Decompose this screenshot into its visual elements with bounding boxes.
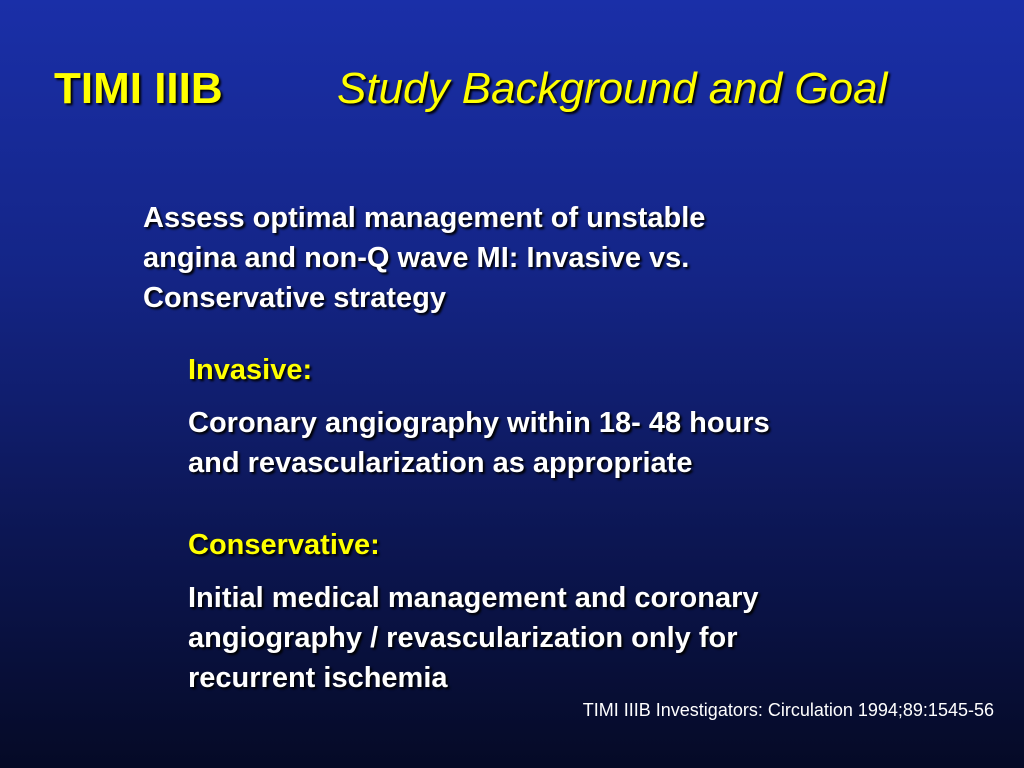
conservative-line: angiography / revascularization only for	[188, 622, 738, 654]
invasive-description	[188, 403, 968, 483]
invasive-line: Coronary angiography within 18- 48 hours	[188, 407, 770, 439]
lead-line: Conservative strategy	[143, 282, 447, 314]
invasive-line: and revascularization as appropriate	[188, 447, 693, 479]
slide-subtitle: Study Background and Goal	[337, 64, 888, 113]
conservative-label: Conservative:	[188, 529, 380, 561]
conservative-description	[188, 578, 968, 698]
citation: TIMI IIIB Investigators: Circulation 1994;89:1545-56	[582, 700, 994, 720]
lead-statement	[143, 198, 903, 318]
lead-line: Assess optimal management of unstable	[143, 202, 706, 234]
lead-line: angina and non-Q wave MI: Invasive vs.	[143, 242, 690, 274]
conservative-line: Initial medical management and coronary	[188, 582, 759, 614]
invasive-label: Invasive:	[188, 354, 313, 386]
conservative-line: recurrent ischemia	[188, 662, 448, 694]
slide-title: TIMI IIIB	[54, 64, 223, 113]
